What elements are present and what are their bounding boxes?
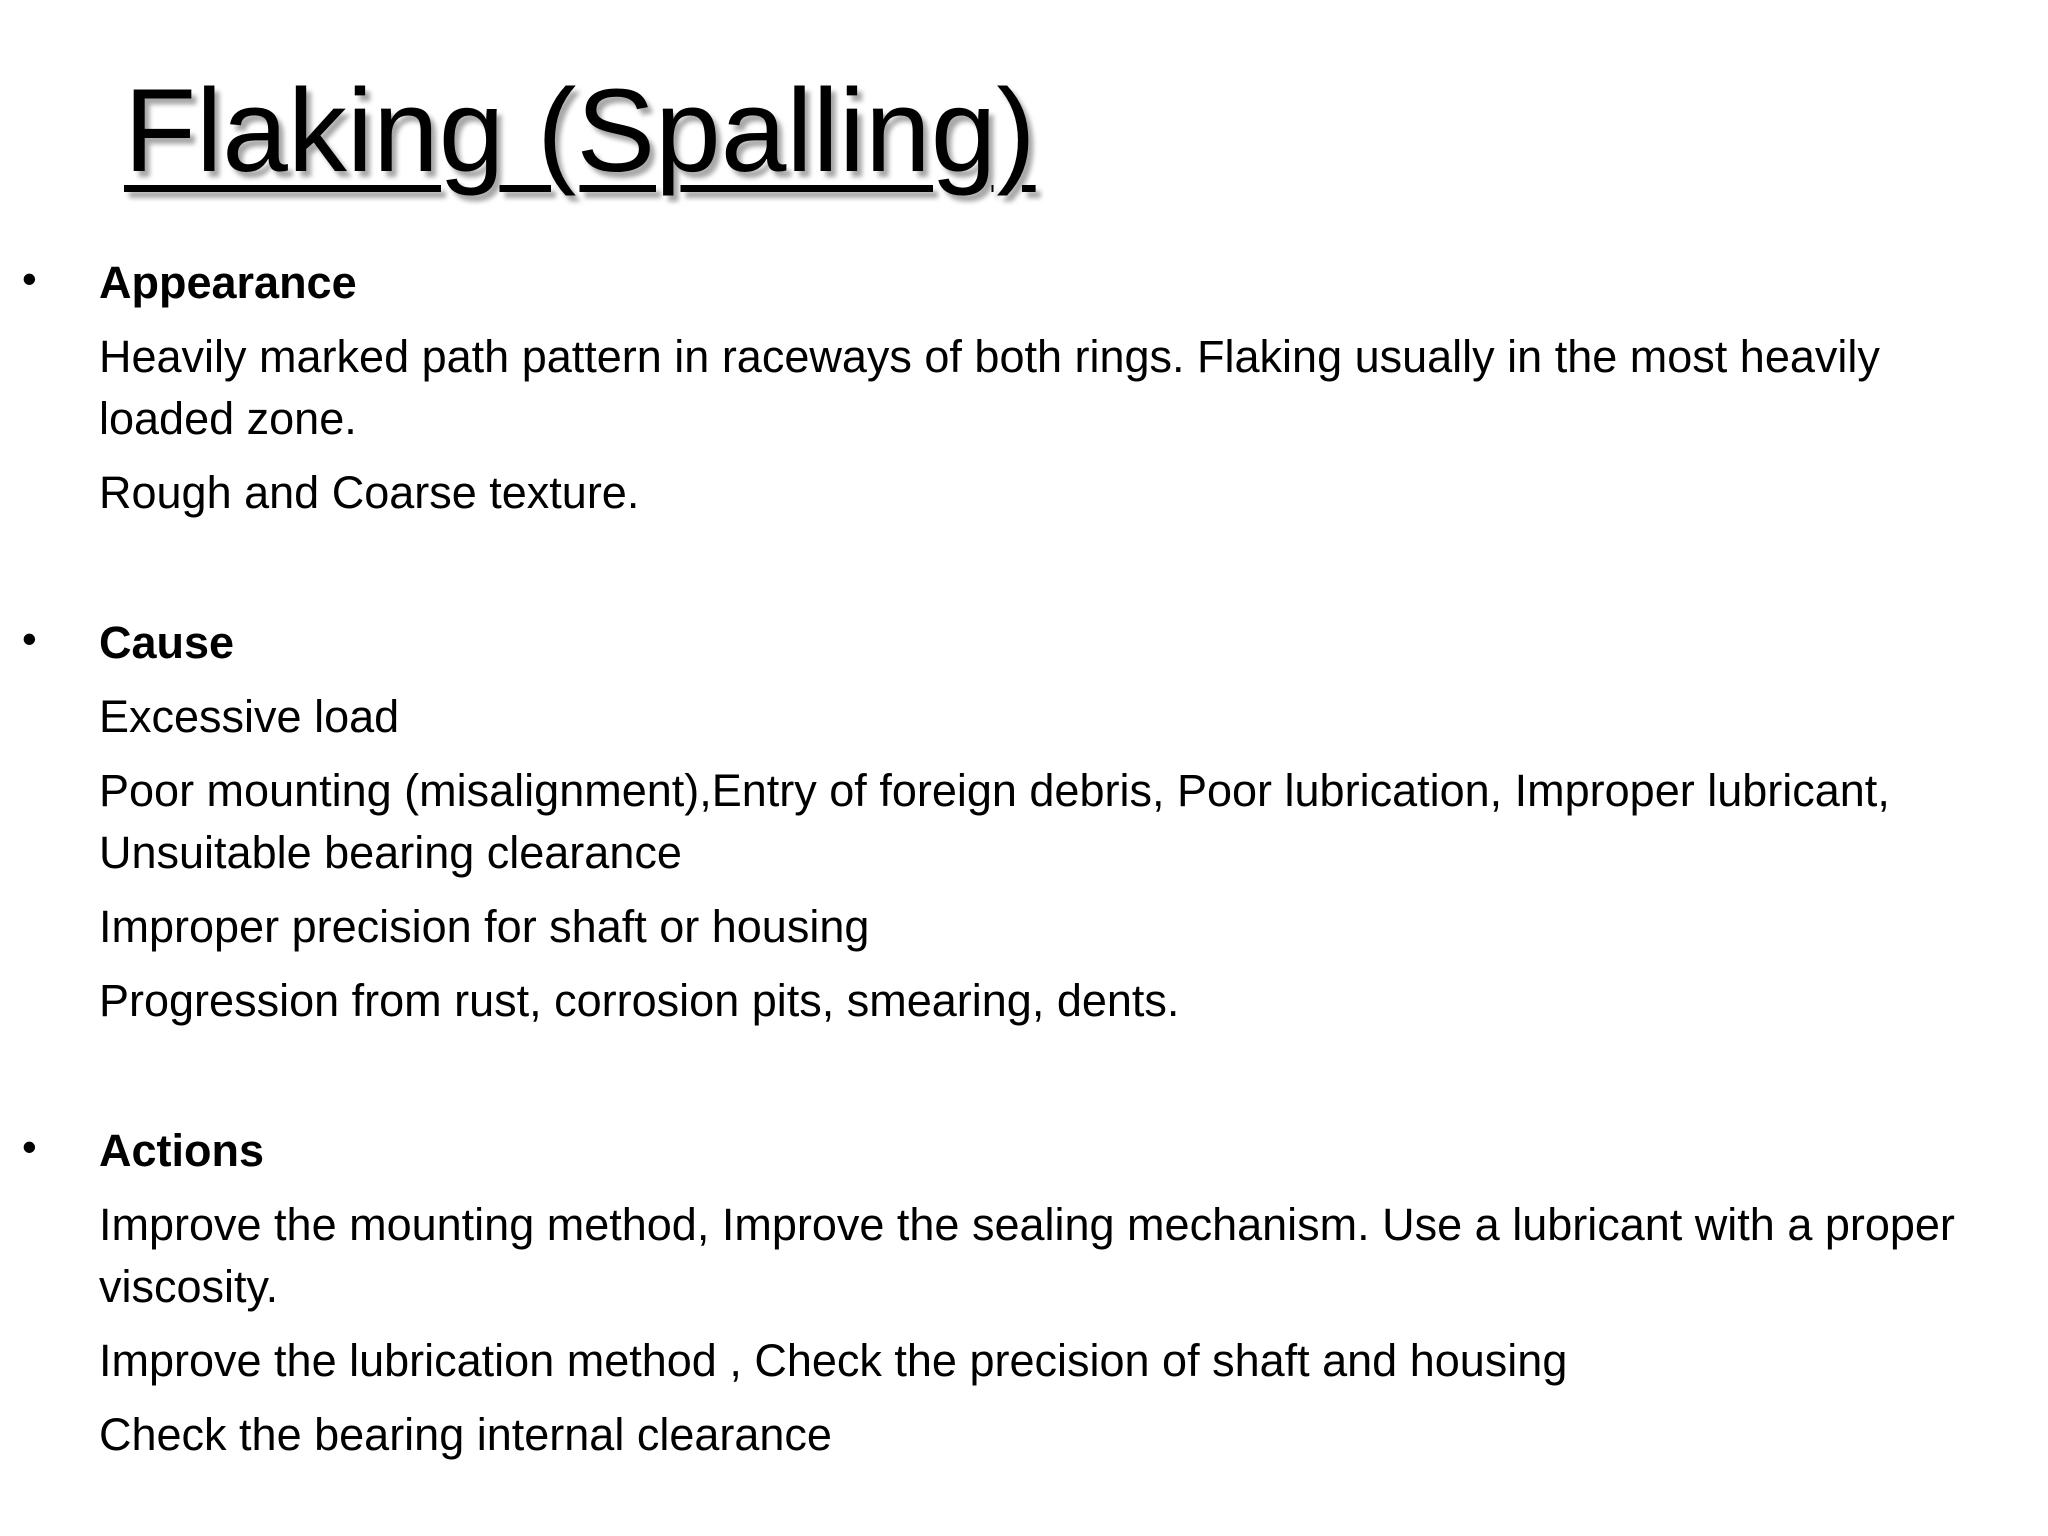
section-lines xyxy=(0,686,2048,1032)
slide-body xyxy=(0,250,2048,1478)
section-heading-row xyxy=(0,610,2048,686)
section-heading: Cause xyxy=(99,617,235,668)
bullet-icon: • xyxy=(22,255,37,302)
section-heading: Appearance xyxy=(99,257,357,308)
bullet-icon: • xyxy=(22,615,37,662)
section-heading: Actions xyxy=(99,1125,265,1176)
list-item: Improve the lubrication method , Check the precision of shaft and housing xyxy=(99,1335,1568,1386)
section-spacer xyxy=(0,536,2048,610)
section-heading-row xyxy=(0,1118,2048,1194)
list-item: Rough and Coarse texture. xyxy=(99,467,640,518)
list-item: Improper precision for shaft or housing xyxy=(99,901,870,952)
section-appearance xyxy=(0,250,2048,524)
section-heading-row xyxy=(0,250,2048,326)
list-item: Check the bearing internal clearance xyxy=(99,1409,832,1460)
section-lines xyxy=(0,326,2048,524)
list-item: Improve the mounting method, Improve the sealing mechanism. Use a lubricant with a proper viscosity. xyxy=(99,1199,1955,1312)
list-item: Heavily marked path pattern in raceways of both rings. Flaking usually in the most heavily loaded zone. xyxy=(99,331,1880,444)
list-item: Excessive load xyxy=(99,691,400,742)
section-cause xyxy=(0,610,2048,1032)
section-lines xyxy=(0,1194,2048,1466)
list-item: Poor mounting (misalignment),Entry of foreign debris, Poor lubrication, Improper lubricant, Unsuitable bearing clearance xyxy=(99,765,1890,878)
list-item: Progression from rust, corrosion pits, smearing, dents. xyxy=(99,975,1180,1026)
section-actions xyxy=(0,1118,2048,1466)
bullet-icon: • xyxy=(22,1123,37,1170)
slide-title: Flaking (Spalling) xyxy=(124,65,1036,197)
section-spacer xyxy=(0,1044,2048,1118)
